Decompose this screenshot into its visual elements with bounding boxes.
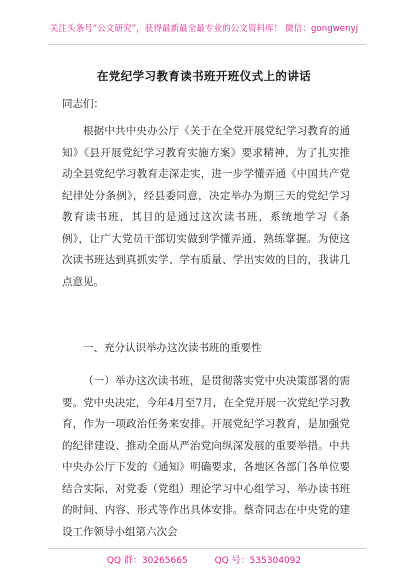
section-heading: 一、充分认识举办这次读书班的重要性 <box>83 342 262 354</box>
section-body-paragraph: （一）举办这次读书班，是贯彻落实党中央决策部署的需要。党中央决定，今年4月至7月，在全党开展一次党纪学习教育，作为一项政治任务来安排。开展党纪学习教育，是加强党的纪律建设、推动全面从严治党向纵深发展的重要举措。中共中央办公厅下发的《通知》明确要求，各地区各部门各单位要结合实际，对党委（党组）理论学习中心组学习、举办读书班的时间、内容、形式等作出具体安排。蔡奇同志在中央党的建设工作领导小组第六次会 <box>62 375 350 538</box>
header-banner: 关注头条号“公文研究”，获得最新最全最专业的公文资料库！ 微信：gongwenyj <box>49 24 359 34</box>
intro-paragraph: 根据中共中央办公厅《关于在全党开展党纪学习教育的通知》《县开展党纪学习教育实施方案》要求精神，为了扎实推动全县党纪学习教育走深走实，进一步学懂弄通《中国共产党纪律处分条例》，经县委同意，决定举办为期三天的党纪学习教育读书班，其目的是通过这次读书班，系统地学习《条例》，让广大党员干部切实做到学懂弄通、熟练掌握。为使这次读书班达到真抓实学、学有质量、学出实效的目的，我讲几点意见。 <box>62 125 350 288</box>
footer-divider <box>48 548 366 549</box>
footer-qq-number: QQ 号：535304092 <box>214 556 302 566</box>
footer-qq-group: QQ 群：30265665 <box>106 556 188 566</box>
document-title: 在党纪学习教育读书班开班仪式上的讲话 <box>96 69 312 83</box>
header-divider <box>48 44 366 45</box>
footer <box>0 553 408 566</box>
salutation: 同志们： <box>62 98 104 110</box>
